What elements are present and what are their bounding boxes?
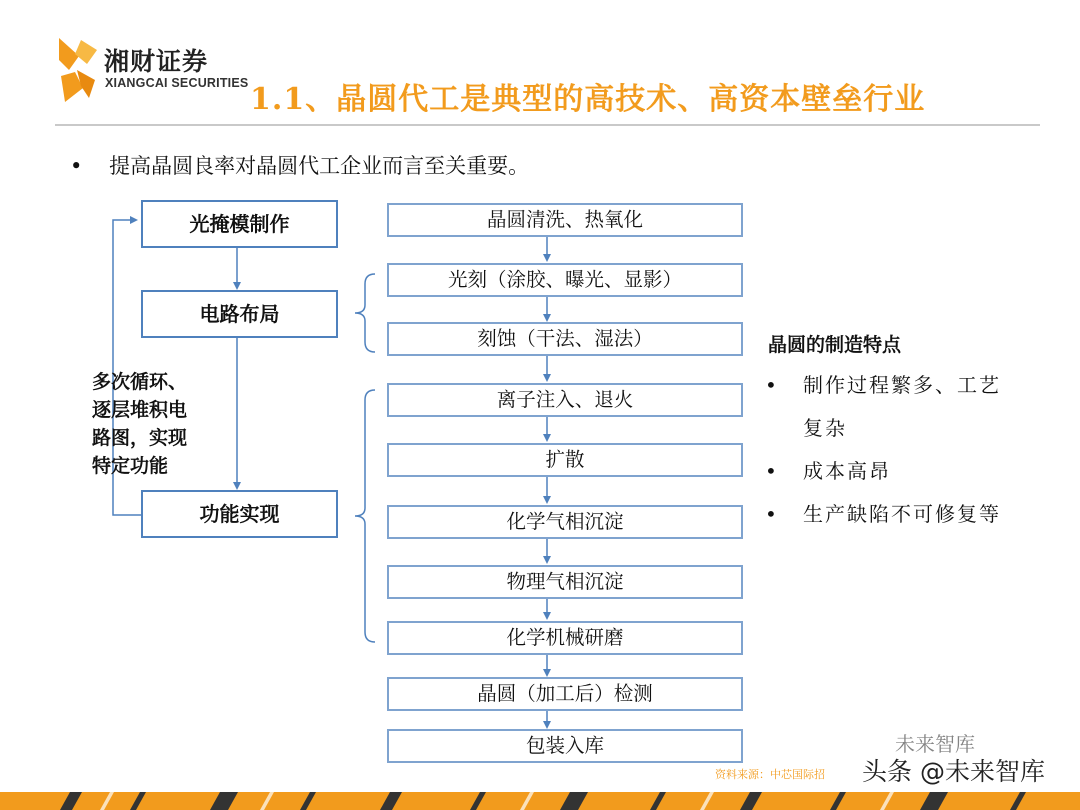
watermark-faded: 未来智库	[895, 732, 975, 756]
step-wafer-cleaning: 晶圆清洗、热氧化	[387, 203, 743, 237]
panel-list-item-continued: 复杂	[803, 416, 847, 440]
box-label: 光掩模制作	[189, 212, 290, 236]
step-diffusion: 扩散	[387, 443, 743, 477]
step-cmp: 化学机械研磨	[387, 621, 743, 655]
intro-text: 提高晶圆良率对晶圆代工企业而言至关重要。	[109, 154, 530, 178]
panel-list-item	[765, 450, 891, 493]
box-function-realization	[141, 490, 338, 538]
box-label: 电路布局	[199, 302, 280, 326]
loop-text-line: 特定功能	[92, 455, 169, 477]
box-label: 功能实现	[199, 502, 280, 526]
logo-english-name: XIANGCAI SECURITIES	[105, 76, 249, 90]
step-pvd: 物理气相沉淀	[387, 565, 743, 599]
panel-item-text: 成本高昂	[803, 459, 891, 483]
page-title: 1.1、晶圆代工是典型的高技术、高资本壁垒行业	[250, 82, 926, 117]
panel-item-text: 生产缺陷不可修复等	[803, 502, 1001, 526]
logo-name: 湘财证券	[104, 47, 209, 76]
watermark-text: 头条 @未来智库	[862, 757, 1045, 786]
box-circuit-layout	[141, 290, 338, 338]
panel-list-item	[765, 493, 1001, 536]
panel-list-item	[765, 364, 1001, 407]
bullet-icon: •	[70, 154, 83, 178]
box-photomask-making	[141, 200, 338, 248]
step-cvd: 化学气相沉淀	[387, 505, 743, 539]
step-wafer-inspection: 晶圆（加工后）检测	[387, 677, 743, 711]
loop-text-line: 多次循环、	[92, 371, 188, 393]
bullet-icon: •	[765, 373, 779, 397]
loop-text-line: 逐层堆积电	[92, 399, 188, 421]
decorative-bottom-stripes	[0, 792, 1080, 810]
bullet-icon: •	[765, 502, 779, 526]
loop-description	[92, 368, 187, 480]
step-packaging: 包装入库	[387, 729, 743, 763]
source-note: 资料来源：中芯国际招	[715, 768, 825, 781]
panel-item-text: 制作过程繁多、工艺	[803, 373, 1001, 397]
step-etching: 刻蚀（干法、湿法）	[387, 322, 743, 356]
step-ion-implantation: 离子注入、退火	[387, 383, 743, 417]
bullet-icon: •	[765, 459, 779, 483]
loop-text-line: 路图，实现	[92, 427, 188, 449]
step-photolithography: 光刻（涂胶、曝光、显影）	[387, 263, 743, 297]
panel-title: 晶圆的制造特点	[768, 334, 902, 356]
